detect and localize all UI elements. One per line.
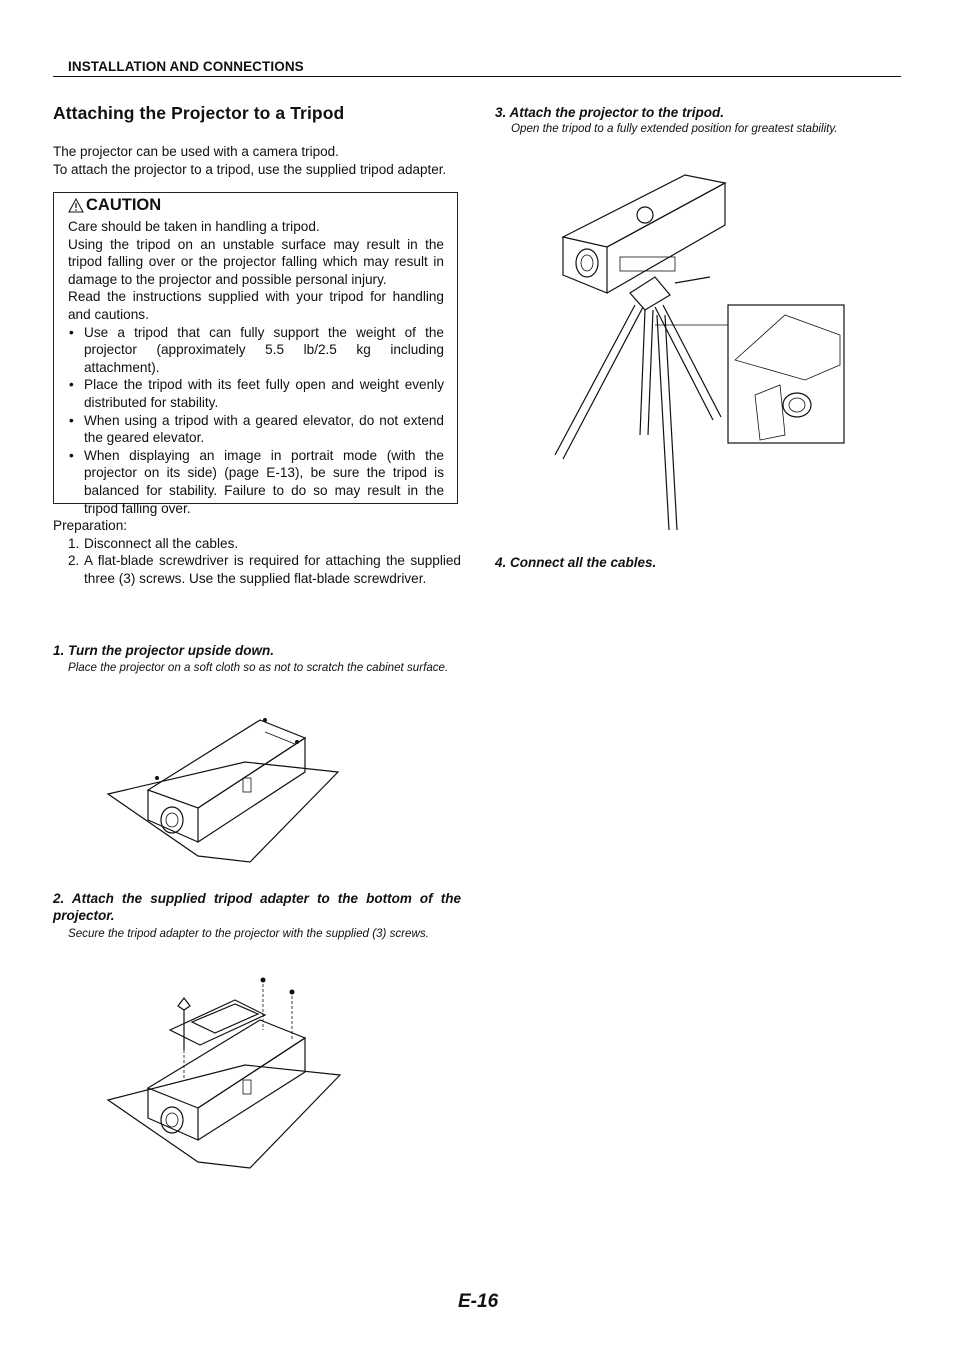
item-text: Disconnect all the cables. (84, 535, 239, 551)
step-3-title: 3. Attach the projector to the tripod. (495, 105, 725, 120)
caution-paragraph: Using the tripod on an unstable surface may result in the tripod falling over or the projector falling which may result in damage to the projector and possible personal injury. (68, 236, 444, 287)
caution-bullet: • When displaying an image in portrait mode (with the projector on its side) (page E-13), be sure the tripod is balanced for stability. Failure to do so may result in the tripod falling over. (68, 447, 444, 517)
projector-on-tripod-illustration (535, 165, 855, 545)
tripod-adapter-illustration (100, 970, 350, 1175)
caution-bullets (68, 324, 444, 518)
caution-label: CAUTION (86, 196, 162, 214)
item-text: A flat-blade screwdriver is required for attaching the supplied three (3) screws. Use the supplied flat-blade screwdriver. (84, 553, 461, 586)
step-1-desc: Place the projector on a soft cloth so as not to scratch the cabinet surface. (68, 661, 449, 674)
intro-line: The projector can be used with a camera tripod. (53, 144, 339, 159)
preparation-item (53, 535, 461, 553)
item-number: 2. (68, 553, 80, 569)
caution-heading (68, 196, 161, 215)
preparation-list (53, 535, 461, 588)
warning-triangle-icon (68, 198, 84, 213)
caution-bullet: • When using a tripod with a geared elevator, do not extend the geared elevator. (68, 412, 444, 447)
page-title: Attaching the Projector to a Tripod (53, 103, 345, 123)
page-number: E-16 (458, 1291, 499, 1312)
caution-paragraph: Care should be taken in handling a tripod. (68, 219, 320, 234)
step-2-title-text: 2. Attach the supplied tripod adapter to the bottom of the projector. (53, 891, 461, 923)
intro-line: To attach the projector to a tripod, use the supplied tripod adapter. (53, 162, 447, 177)
section-header: INSTALLATION AND CONNECTIONS (68, 59, 304, 74)
caution-bullet: • Place the tripod with its feet fully open and weight evenly distributed for stability. (68, 376, 444, 411)
step-2-desc: Secure the tripod adapter to the projector with the supplied (3) screws. (68, 927, 429, 940)
preparation-item (53, 552, 461, 587)
header-rule (53, 76, 901, 77)
step-3-desc: Open the tripod to a fully extended position for greatest stability. (511, 122, 838, 135)
step-2-title (53, 890, 461, 924)
caution-paragraph: Read the instructions supplied with your tripod for handling and cautions. (68, 289, 444, 322)
projector-upside-down-illustration (100, 712, 350, 872)
preparation (53, 517, 461, 587)
intro-text (53, 143, 473, 179)
item-number: 1. (68, 535, 80, 551)
step-1-title: 1. Turn the projector upside down. (53, 643, 275, 658)
step-4-title: 4. Connect all the cables. (495, 555, 657, 570)
preparation-label: Preparation: (53, 518, 128, 533)
caution-body (68, 218, 444, 517)
caution-bullet: • Use a tripod that can fully support the weight of the projector (approximately 5.5 lb/2.5 kg including attachment). (68, 324, 444, 377)
